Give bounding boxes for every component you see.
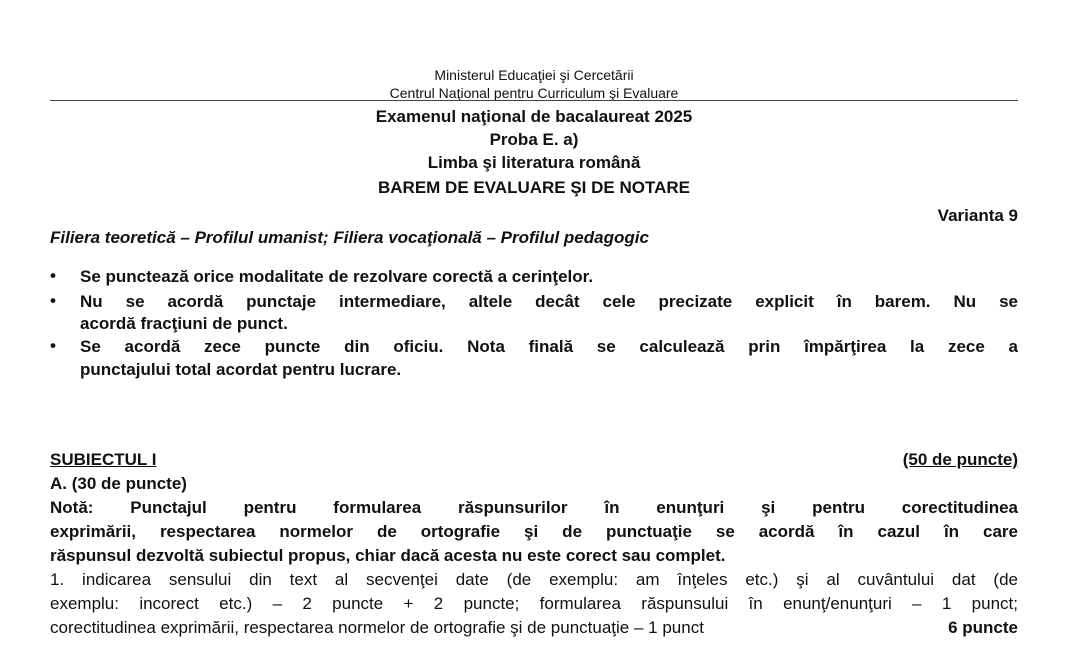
header-divider — [50, 100, 1018, 101]
item-1-line-1: 1. indicarea sensului din text al secvenţei date (de exemplu: am înţeles etc.) şi al cuvântului dat (de — [50, 570, 1018, 589]
bullet-icon: • — [50, 266, 56, 285]
note-line-1: Notă: Punctajul pentru formularea răspunsurilor în enunţuri şi pentru corectitudinea — [50, 498, 1018, 517]
rule-2-line-1: Nu se acordă punctaje intermediare, altele decât cele precizate explicit în barem. Nu se — [80, 292, 1018, 311]
note-line-3: răspunsul dezvoltă subiectul propus, chiar dacă acesta nu este corect sau complet. — [50, 546, 726, 565]
item-1-line-3-text: corectitudinea exprimării, respectarea normelor de ortografie şi de punctuaţie – 1 punct — [50, 618, 704, 637]
rule-3-line-2: punctajului total acordat pentru lucrare. — [80, 360, 402, 379]
rule-1: Se punctează orice modalitate de rezolvare corectă a cerinţelor. — [80, 267, 594, 286]
item-1-line-2: exemplu: incorect etc.) – 2 puncte + 2 puncte; formularea răspunsului în enunţ/enunţuri – 1 punct; — [50, 594, 1018, 613]
center-header: Centrul Naţional pentru Curriculum şi Evaluare — [389, 85, 679, 101]
part-title: A. (30 de puncte) — [50, 474, 187, 493]
profile-label: Filiera teoretică – Profilul umanist; Filiera vocaţională – Profilul pedagogic — [50, 228, 649, 247]
ministry-header: Ministerul Educaţiei şi Cercetării — [434, 67, 634, 83]
rule-3-line-1: Se acordă zece puncte din oficiu. Nota finală se calculează prin împărţirea la zece a — [80, 337, 1018, 356]
exam-title: Examenul naţional de bacalaureat 2025 — [375, 107, 693, 126]
subject-title: Limba şi literatura română — [427, 153, 641, 172]
section-heading — [50, 449, 1018, 471]
section-points: (50 de puncte) — [902, 450, 1018, 469]
variant-label: Varianta 9 — [937, 206, 1018, 225]
test-title: Proba E. a) — [489, 130, 579, 149]
bullet-icon: • — [50, 291, 56, 310]
document-title: BAREM DE EVALUARE ŞI DE NOTARE — [377, 178, 690, 197]
bullet-icon: • — [50, 336, 56, 355]
note-line-2: exprimării, respectarea normelor de ortografie şi de punctuaţie se acordă în cazul în care — [50, 522, 1018, 541]
rule-2-line-2: acordă fracţiuni de punct. — [80, 314, 288, 333]
section-title: SUBIECTUL I — [50, 450, 157, 469]
item-1-line-3 — [50, 617, 1018, 639]
item-1-points: 6 puncte — [948, 618, 1018, 637]
